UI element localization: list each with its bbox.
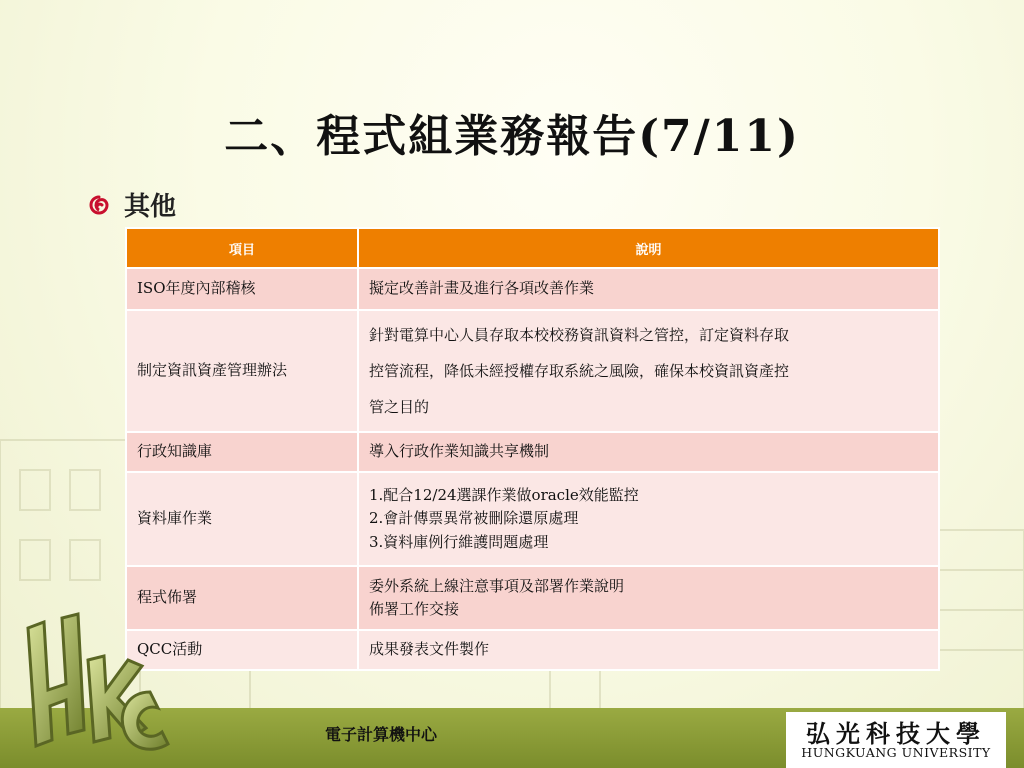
table-row xyxy=(126,268,939,310)
report-table xyxy=(125,227,940,671)
table-cell-item: 制定資訊資產管理辦法 xyxy=(126,310,358,432)
table-header-desc: 說明 xyxy=(358,228,939,268)
desc-line: 管之目的 xyxy=(369,398,430,416)
desc-line: 委外系統上線注意事項及部署作業說明 xyxy=(369,576,625,595)
bullet-row xyxy=(88,186,176,223)
table-row xyxy=(126,630,939,670)
table-row xyxy=(126,472,939,566)
desc-line: 導入行政作業知識共享機制 xyxy=(369,442,550,461)
desc-line: 佈署工作交接 xyxy=(369,600,460,618)
table-header-row xyxy=(126,228,939,268)
slide-title: 二、程式組業務報告(7/11) xyxy=(224,111,800,162)
table-row xyxy=(126,432,939,472)
desc-line: 擬定改善計畫及進行各項改善作業 xyxy=(369,279,595,298)
desc-line: 針對電算中心人員存取本校校務資訊資料之管控，訂定資料存取 xyxy=(369,326,790,344)
table-row xyxy=(126,310,939,432)
table-header-item: 項目 xyxy=(126,228,358,268)
table-cell-desc xyxy=(358,432,939,472)
table-cell-desc xyxy=(358,566,939,630)
desc-line: 3.資料庫例行維護問題處理 xyxy=(369,532,549,551)
swirl-bullet-icon xyxy=(88,194,110,216)
footer-department: 電子計算機中心 xyxy=(325,725,438,744)
table-row xyxy=(126,566,939,630)
hkc-logo xyxy=(0,600,190,768)
table-cell-item: 行政知識庫 xyxy=(126,432,358,472)
table-cell-desc xyxy=(358,268,939,310)
table-cell-desc xyxy=(358,630,939,670)
desc-line: 控管流程，降低未經授權存取系統之風險，確保本校資訊資產控 xyxy=(369,362,790,380)
table-cell-item: 程式佈署 xyxy=(126,566,358,630)
desc-line: 2.會計傳票異常被刪除還原處理 xyxy=(369,509,579,528)
desc-line: 成果發表文件製作 xyxy=(369,640,490,659)
university-name-cn: 弘光科技大學 xyxy=(806,719,986,748)
table-cell-desc xyxy=(358,472,939,566)
university-name-en: HUNGKUANG UNIVERSITY xyxy=(801,745,991,760)
table-cell-desc xyxy=(358,310,939,432)
table-cell-item: ISO年度內部稽核 xyxy=(126,268,358,310)
desc-line: 1.配合12/24選課作業做oracle效能監控 xyxy=(369,486,639,505)
table-cell-item: 資料庫作業 xyxy=(126,472,358,566)
table-cell-item: QCC活動 xyxy=(126,630,358,670)
bullet-text: 其他 xyxy=(124,192,177,222)
